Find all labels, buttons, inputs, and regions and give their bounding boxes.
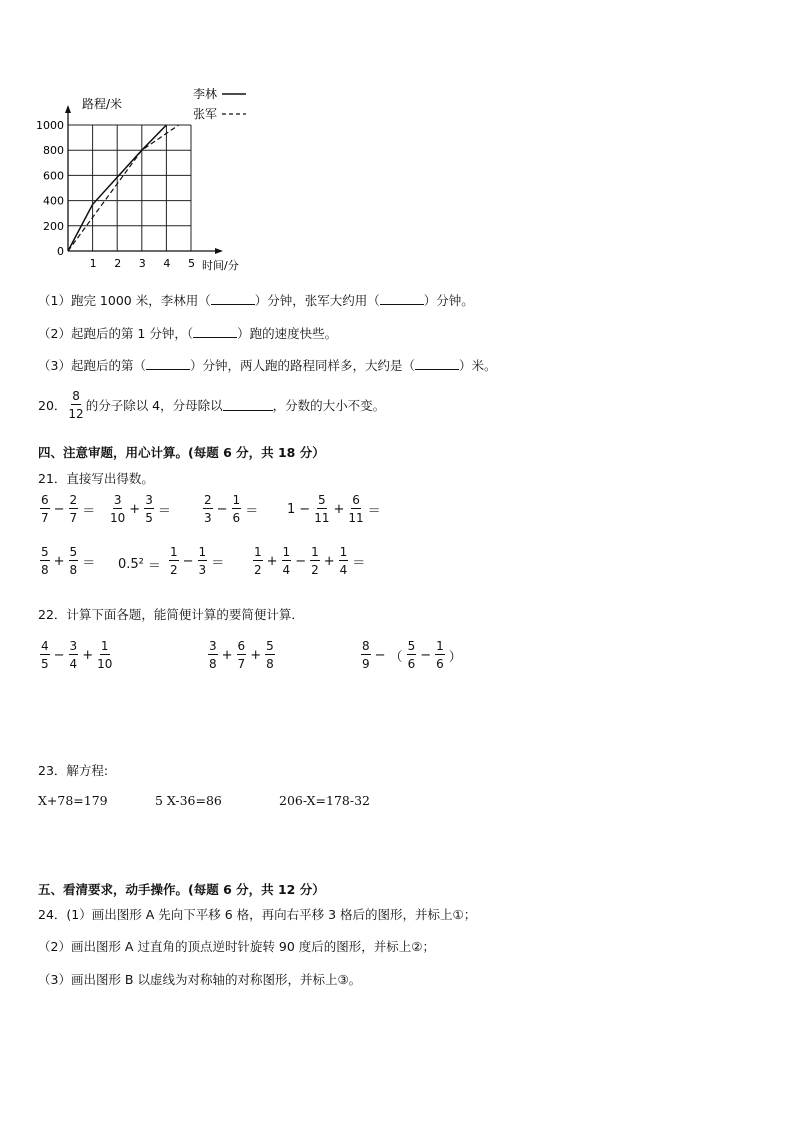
q19-p2-b: ）跑的速度快些。 (237, 326, 338, 341)
y-tick-label: 400 (43, 194, 64, 208)
q20-fraction: $\frac{8}{12}$ (68, 389, 84, 421)
q24-line-3: （3）画出图形 B 以虚线为对称轴的对称图形，并标上③。 (38, 972, 362, 987)
q21-expr-3: $\frac{2}{3}$ − $\frac{1}{6}$ ＝ (204, 493, 259, 525)
q21-expr-1: $\frac{6}{7}$ − $\frac{2}{7}$ ＝ (41, 493, 96, 525)
distance-time-chart (30, 80, 260, 275)
chart-grid (68, 125, 191, 251)
q19-part2 (38, 324, 337, 342)
answer-blank[interactable] (193, 327, 237, 338)
section-4-title: 四、注意审题，用心计算。(每题 6 分，共 18 分） (38, 445, 325, 460)
q19-p3-a: （3）起跑后的第（ (38, 358, 146, 373)
q19-p3-b: ）分钟，两人跑的路程同样多，大约是（ (189, 358, 415, 373)
q22-expr-3: $\frac{8}{9}$ − （ $\frac{5}{6}$ − $\frac{1}{6}$ ） (362, 639, 462, 671)
chart-series (68, 125, 179, 251)
q24-line-2: （2）画出图形 A 过直角的顶点逆时针旋转 90 度后的图形，并标上②； (38, 939, 436, 954)
answer-blank[interactable] (380, 294, 424, 305)
y-tick-label: 0 (57, 245, 64, 258)
q21-expr-6: 0.5² ＝ (118, 556, 161, 574)
q23-title: 23．解方程: (38, 763, 109, 778)
q20-number: 20． (38, 398, 67, 413)
q21-expr-5: $\frac{5}{8}$ + $\frac{5}{8}$ ＝ (41, 545, 96, 577)
y-tick-label: 800 (43, 144, 64, 158)
q19-p2-a: （2）起跑后的第 1 分钟，（ (38, 326, 194, 341)
y-tick-label: 200 (43, 219, 64, 233)
chart-axes (65, 105, 223, 254)
q21-expr-4: 1 − $\frac{5}{11}$ + $\frac{6}{11}$ ＝ (287, 493, 381, 525)
chart-tick-labels (36, 119, 195, 270)
q20-text-b: ，分数的大小不变。 (272, 398, 386, 413)
series-line-zhangjun (68, 125, 179, 251)
x-tick-label: 5 (188, 257, 195, 270)
q20-text-a: 的分子除以 4，分母除以 (85, 398, 223, 413)
y-tick-label: 600 (43, 169, 64, 183)
answer-blank[interactable] (415, 359, 459, 370)
legend-label-zhangjun: 张军 (193, 107, 218, 121)
q21-expr-8: $\frac{1}{2}$ + $\frac{1}{4}$ − $\frac{1}{2}$ + $\frac{1}{4}$ ＝ (254, 545, 366, 577)
q21-title: 21．直接写出得数。 (38, 471, 154, 486)
x-tick-label: 3 (138, 257, 146, 270)
q22-expr-2: $\frac{3}{8}$ + $\frac{6}{7}$ + $\frac{5}{8}$ (209, 639, 274, 671)
y-axis-arrow (65, 105, 71, 113)
q20 (38, 390, 385, 420)
x-axis-label: 时间/分 (202, 259, 239, 272)
q19-p3-c: ）米。 (458, 358, 497, 373)
q22-expr-1: $\frac{4}{5}$ − $\frac{3}{4}$ + $\frac{1}{10}$ (41, 639, 113, 671)
q21-expr-2: $\frac{3}{10}$ + $\frac{3}{5}$ ＝ (110, 493, 171, 525)
q21-expr-7: $\frac{1}{2}$ − $\frac{1}{3}$ ＝ (170, 545, 225, 577)
q19-p1-c: ）分钟。 (423, 293, 474, 308)
q22-title: 22．计算下面各题，能简便计算的要简便计算． (38, 607, 304, 622)
x-tick-label: 2 (114, 257, 122, 270)
q19-part3 (38, 356, 497, 374)
q23-equation-2: 5 X-36=86 (155, 793, 222, 808)
x-axis-arrow (215, 248, 223, 254)
q19-p1-a: （1）跑完 1000 米，李林用（ (38, 293, 211, 308)
section-5-title: 五、看清要求，动手操作。(每题 6 分，共 12 分） (38, 882, 325, 897)
y-tick-label: 1000 (36, 119, 64, 132)
answer-blank[interactable] (223, 400, 273, 411)
y-axis-label: 路程/米 (82, 97, 123, 111)
q19-p1-b: ）分钟，张军大约用（ (254, 293, 380, 308)
legend-label-lilin: 李林 (193, 87, 218, 101)
q19-part1 (38, 291, 474, 309)
answer-blank[interactable] (211, 294, 255, 305)
q23-equation-3: 206-X=178-32 (279, 793, 370, 808)
q23-equation-1: X+78=179 (38, 793, 108, 808)
x-tick-label: 4 (163, 257, 171, 270)
answer-blank[interactable] (146, 359, 190, 370)
x-tick-label: 1 (89, 257, 97, 270)
q24-line-1: 24．(1）画出图形 A 先向下平移 6 格，再向右平移 3 格后的图形，并标上①； (38, 907, 477, 922)
